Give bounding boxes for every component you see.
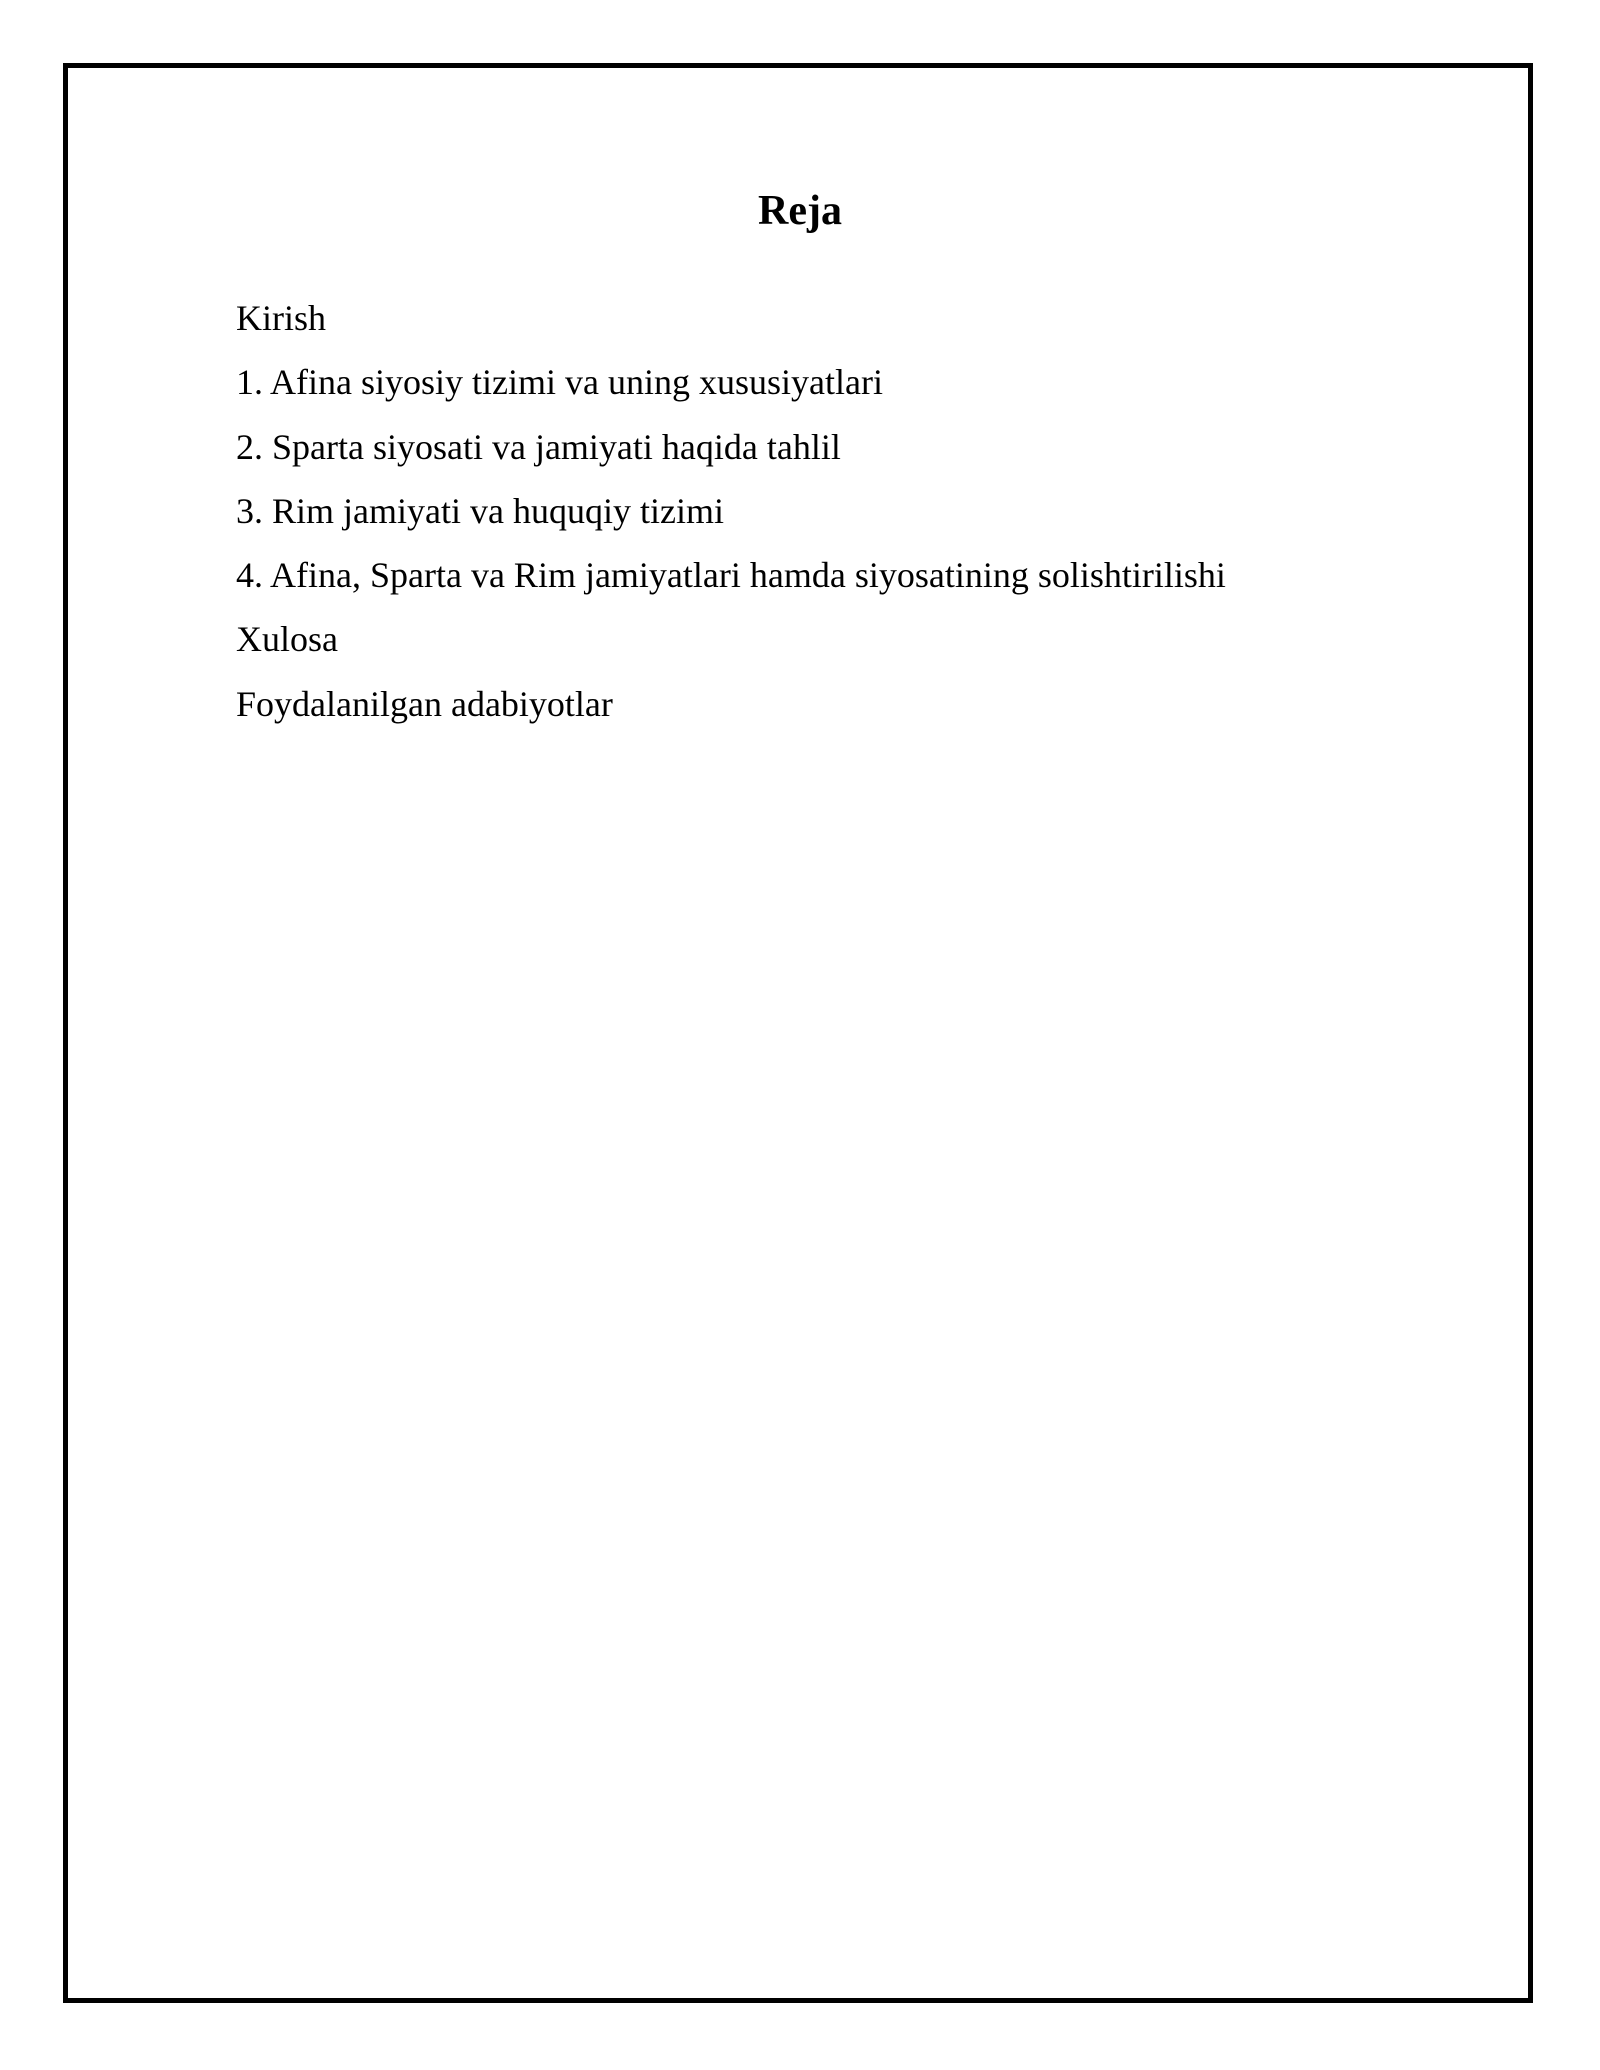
table-of-contents xyxy=(236,286,1226,736)
toc-item-introduction: Kirish xyxy=(236,298,326,338)
toc-item-chapter-2: 2. Sparta siyosati va jamiyati haqida tahlil xyxy=(236,426,841,467)
toc-item-chapter-4: 4. Afina, Sparta va Rim jamiyatlari hamda siyosatining solishtirilishi xyxy=(236,555,1226,596)
toc-item-chapter-1: 1. Afina siyosiy tizimi va uning xususiyatlari xyxy=(236,362,883,403)
toc-item-chapter-3: 3. Rim jamiyati va huquqiy tizimi xyxy=(236,490,724,531)
toc-item-references: Foydalanilgan adabiyotlar xyxy=(236,683,613,724)
toc-item-conclusion: Xulosa xyxy=(236,619,338,660)
page-title: Reja xyxy=(758,188,842,234)
